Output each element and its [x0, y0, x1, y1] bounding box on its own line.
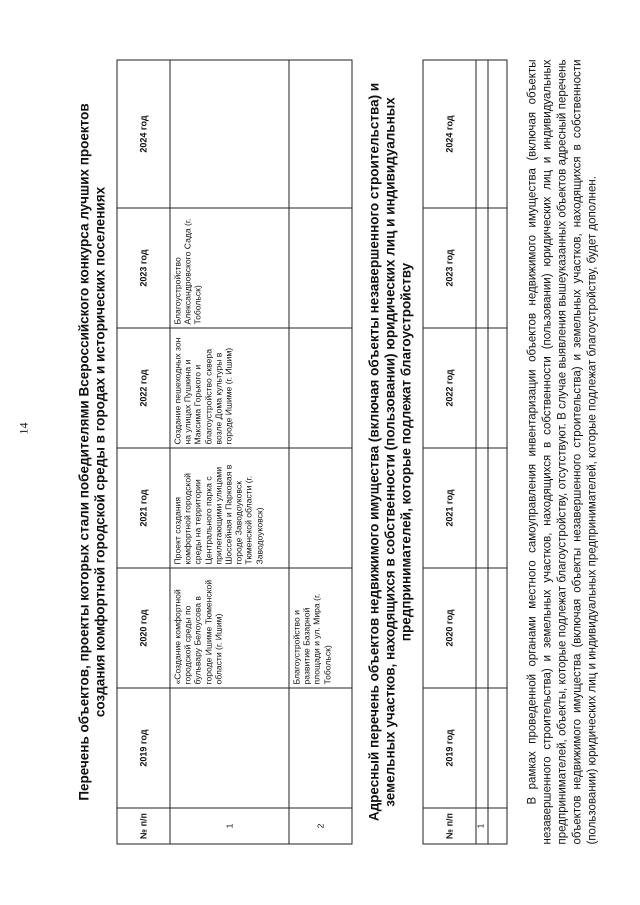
table1-title-line: создания комфортной городской среды в городах и исторических поселениях: [92, 186, 108, 718]
row-number-cell: 1: [170, 808, 289, 844]
empty-cell: [488, 688, 507, 808]
index-cell: [476, 328, 488, 448]
table1-title-line: Перечень объектов, проекты которых стали победителями Всероссийского конкурса лучших проектов: [76, 103, 92, 801]
cell-2021: Проект создания комфортной городской среды на территории Центрального парка с прилегающими улицами Шоссейная и Парковая в городе Заводоуковск Тюменской области (г. Заводоуковск): [170, 448, 289, 568]
table1-title: [77, 60, 109, 845]
empty-cell: [488, 208, 507, 328]
header-cell-2021: 2021 год: [423, 448, 476, 568]
index-cell: 1: [476, 808, 488, 844]
row-number-cell: 2: [289, 808, 352, 844]
empty-cell: [488, 328, 507, 448]
index-cell: [476, 60, 488, 208]
header-cell-2022: 2022 год: [423, 328, 476, 448]
inventory-paragraph: В рамках проведенной органами местного самоуправления инвентаризации объектов недвижимого имущества (включая объекты незавершенного строительства) и земельных участков, находящихся в собственности (пользовании) юридических лиц и индивидуальных предпринимателей, объекты, которые подлежат благоустройству, отсутствуют. В случае выявления вышеуказанных объектов адресный перечень объектов недвижимого имущества (включая объекты незавершенного строительства) и земельных участков, находящихся в собственности (пользовании) юридических лиц и индивидуальных предпринимателей, которые подлежат благоустройству, будет дополнен.: [526, 59, 599, 845]
cell-2023: Благоустройство Александровского Сада (г. Тобольск): [170, 208, 289, 328]
empty-cell: [488, 568, 507, 688]
cell-2020: Благоустройство и развитие Базарной площади и ул. Мира (г. Тобольск): [289, 568, 352, 688]
header-cell-2023: 2023 год: [117, 208, 170, 328]
column-index-row: [476, 60, 488, 844]
table-header-row: [117, 60, 170, 844]
header-cell-number: № п/п: [117, 808, 170, 844]
cell-2024: [289, 60, 352, 208]
empty-cell: [488, 808, 507, 844]
table2-title: [367, 60, 415, 845]
header-cell-2020: 2020 год: [117, 568, 170, 688]
table-row: [488, 60, 507, 844]
index-cell: [476, 568, 488, 688]
empty-cell: [488, 448, 507, 568]
cell-2022: [289, 328, 352, 448]
index-cell: [476, 448, 488, 568]
table2-title-line: Адресный перечень объектов недвижимого имущества (включая объекты незавершенного строительства) и: [366, 82, 382, 822]
cell-2022: Создание пешеходных зон на улицах Пушкина и Максима Горького и благоустройство сквера возле Дома культуры в городе Ишиме (г. Ишим): [170, 328, 289, 448]
cell-2023: [289, 208, 352, 328]
empty-cell: [488, 60, 507, 208]
header-cell-2023: 2023 год: [423, 208, 476, 328]
table-row: [170, 60, 289, 844]
winning-projects-table: [117, 60, 353, 845]
table-row: [289, 60, 352, 844]
cell-2019: [170, 688, 289, 808]
header-cell-2020: 2020 год: [423, 568, 476, 688]
table2-title-line: предпринимателей, которые подлежат благоустройству: [398, 262, 414, 642]
header-cell-2024: 2024 год: [117, 60, 170, 208]
header-cell-2019: 2019 год: [423, 688, 476, 808]
property-address-table: [423, 60, 508, 845]
table-header-row: [423, 60, 476, 844]
rotated-document-sheet: [1, 0, 640, 905]
index-cell: [476, 208, 488, 328]
header-cell-2024: 2024 год: [423, 60, 476, 208]
header-cell-2019: 2019 год: [117, 688, 170, 808]
cell-2019: [289, 688, 352, 808]
header-cell-2021: 2021 год: [117, 448, 170, 568]
index-cell: [476, 688, 488, 808]
table2-title-line: земельных участков, находящихся в собственности (пользовании) юридических лиц и индивидуальных: [382, 97, 398, 807]
header-cell-2022: 2022 год: [117, 328, 170, 448]
page-number: 14: [16, 422, 31, 435]
header-cell-number: № п/п: [423, 808, 476, 844]
cell-2020: «Создание комфортной городской среды по бульвару Белоусова в городе Ишиме Тюменской области (г. Ишим): [170, 568, 289, 688]
cell-2024: [170, 60, 289, 208]
cell-2021: [289, 448, 352, 568]
